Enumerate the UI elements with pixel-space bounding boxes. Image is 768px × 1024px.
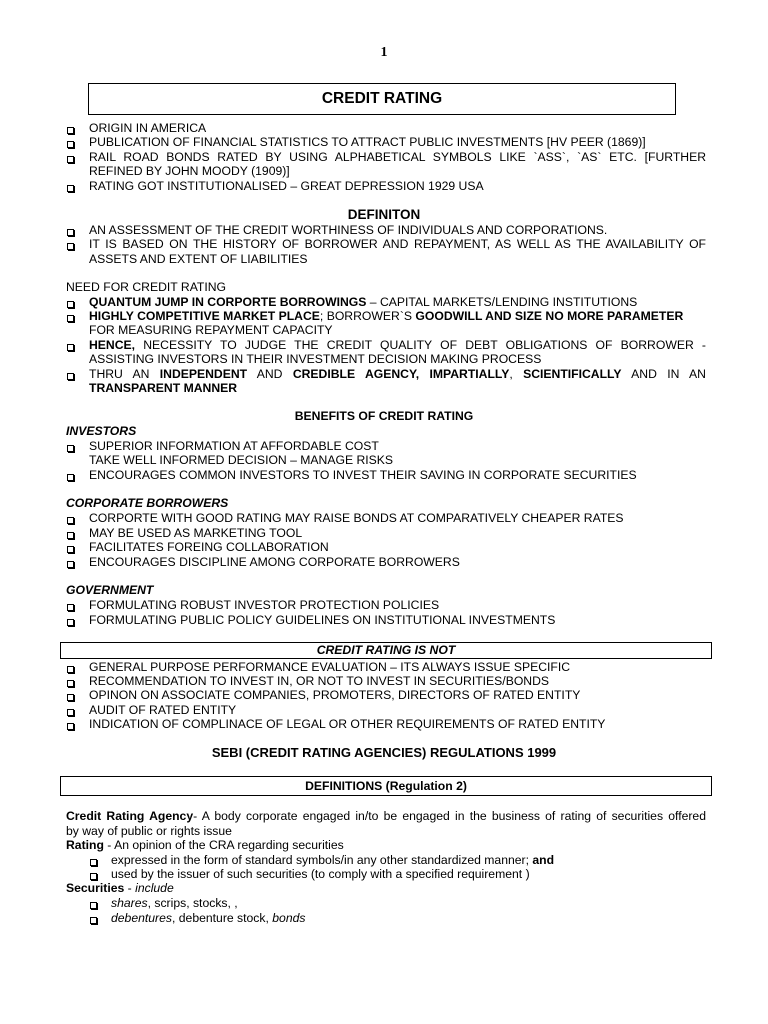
bullet-icon [67,532,74,539]
bullet-icon [67,344,74,351]
is-not-heading: CREDIT RATING IS NOT [60,642,712,659]
corporate-item: ENCOURAGES DISCIPLINE AMONG CORPORATE BORROWERS [89,555,460,569]
is-not-item: OPINON ON ASSOCIATE COMPANIES, PROMOTERS, DIRECTORS OF RATED ENTITY [89,688,581,702]
government-item: FORMULATING PUBLIC POLICY GUIDELINES ON INSTITUTIONAL INVESTMENTS [89,613,556,627]
bullet-icon [90,859,97,866]
securities-sub-item: debentures, debenture stock, bonds [111,911,306,925]
bullet-icon [67,474,74,481]
bullet-icon [67,680,74,687]
intro-item: RATING GOT INSTITUTIONALISED – GREAT DEPRESSION 1929 USA [89,179,484,193]
is-not-item: RECOMMENDATION TO INVEST IN, OR NOT TO INVEST IN SECURITIES/BONDS [89,674,550,688]
investors-heading: INVESTORS [66,424,137,438]
corporate-heading: CORPORATE BORROWERS [66,496,229,510]
bullet-icon [67,373,74,380]
bullet-icon [90,873,97,880]
need-heading: NEED FOR CREDIT RATING [66,280,227,294]
rating-sub-item: used by the issuer of such securities (to comply with a specified requirement ) [111,867,530,881]
corporate-item: CORPORTE WITH GOOD RATING MAY RAISE BONDS AT COMPARATIVELY CHEAPER RATES [89,511,624,525]
investors-item: ENCOURAGES COMMON INVESTORS TO INVEST THEIR SAVING IN CORPORATE SECURITIES [89,468,637,482]
bullet-icon [67,561,74,568]
bullet-icon [67,546,74,553]
bullet-icon [67,156,74,163]
rating-definition: Rating - An opinion of the CRA regarding securities [66,838,344,852]
is-not-item: INDICATION OF COMPLINACE OF LEGAL OR OTHER REQUIREMENTS OF RATED ENTITY [89,717,606,731]
cra-definition-continued: by way of public or rights issue [66,824,232,838]
bullet-icon [67,301,74,308]
corporate-item: MAY BE USED AS MARKETING TOOL [89,526,303,540]
need-item: QUANTUM JUMP IN CORPORTE BORROWINGS – CAPITAL MARKETS/LENDING INSTITUTIONS [89,295,638,309]
bullet-icon [67,666,74,673]
bullet-icon [67,694,74,701]
intro-item-continued: REFINED BY JOHN MOODY (1909)] [89,164,290,178]
sebi-heading: SEBI (CREDIT RATING AGENCIES) REGULATIONS 1999 [211,745,557,760]
bullet-icon [67,229,74,236]
bullet-icon [67,141,74,148]
bullet-icon [67,604,74,611]
definition-heading: DEFINITON [347,207,421,222]
cra-definition: Credit Rating Agency- A body corporate engaged in/to be engaged in the business of rating of securities offered [66,809,706,823]
securities-sub-item: shares, scrips, stocks, , [111,896,238,910]
need-item-continued: FOR MEASURING REPAYMENT CAPACITY [89,323,333,337]
intro-item: ORIGIN IN AMERICA [89,121,207,135]
need-item: THRU AN INDEPENDENT AND CREDIBLE AGENCY, IMPARTIALLY, SCIENTIFICALLY AND IN AN [89,367,706,381]
need-item: HIGHLY COMPETITIVE MARKET PLACE; BORROWER`S GOODWILL AND SIZE NO MORE PARAMETER [89,309,684,323]
need-item-continued: TRANSPARENT MANNER [89,381,238,395]
is-not-item: AUDIT OF RATED ENTITY [89,703,237,717]
investors-item: SUPERIOR INFORMATION AT AFFORDABLE COST [89,439,379,453]
bullet-icon [67,127,74,134]
benefits-heading: BENEFITS OF CREDIT RATING [294,409,474,423]
definition-item: AN ASSESSMENT OF THE CREDIT WORTHINESS OF INDIVIDUALS AND CORPORATIONS. [89,223,608,237]
definition-item: IT IS BASED ON THE HISTORY OF BORROWER AND REPAYMENT, AS WELL AS THE AVAILABILITY OF [89,237,706,251]
bullet-icon [67,185,74,192]
bullet-icon [90,917,97,924]
page-title: CREDIT RATING [88,83,676,115]
need-item: HENCE, NECESSITY TO JUDGE THE CREDIT QUALITY OF DEBT OBLIGATIONS OF BORROWER - [89,338,706,352]
government-item: FORMULATING ROBUST INVESTOR PROTECTION POLICIES [89,598,440,612]
rating-sub-item: expressed in the form of standard symbols/in any other standardized manner; and [111,853,555,867]
bullet-icon [67,517,74,524]
intro-item: RAIL ROAD BONDS RATED BY USING ALPHABETICAL SYMBOLS LIKE `ASS`, `AS` ETC. [FURTHER [89,150,706,164]
investors-item-continued: TAKE WELL INFORMED DECISION – MANAGE RISKS [89,453,394,467]
bullet-icon [67,709,74,716]
bullet-icon [67,723,74,730]
page-number: 1 [380,45,388,60]
securities-definition: Securities - include [66,881,174,895]
need-item-continued: ASSISTING INVESTORS IN THEIR INVESTMENT DECISION MAKING PROCESS [89,352,542,366]
bullet-icon [67,315,74,322]
bullet-icon [67,445,74,452]
bullet-icon [67,243,74,250]
bullet-icon [67,619,74,626]
definitions-box: DEFINITIONS (Regulation 2) [60,776,712,796]
bullet-icon [90,902,97,909]
intro-item: PUBLICATION OF FINANCIAL STATISTICS TO ATTRACT PUBLIC INVESTMENTS [HV PEER (1869)] [89,135,646,149]
definition-item-continued: ASSETS AND EXTENT OF LIABILITIES [89,252,308,266]
corporate-item: FACILITATES FOREING COLLABORATION [89,540,329,554]
is-not-item: GENERAL PURPOSE PERFORMANCE EVALUATION – ITS ALWAYS ISSUE SPECIFIC [89,660,571,674]
government-heading: GOVERNMENT [66,583,154,597]
